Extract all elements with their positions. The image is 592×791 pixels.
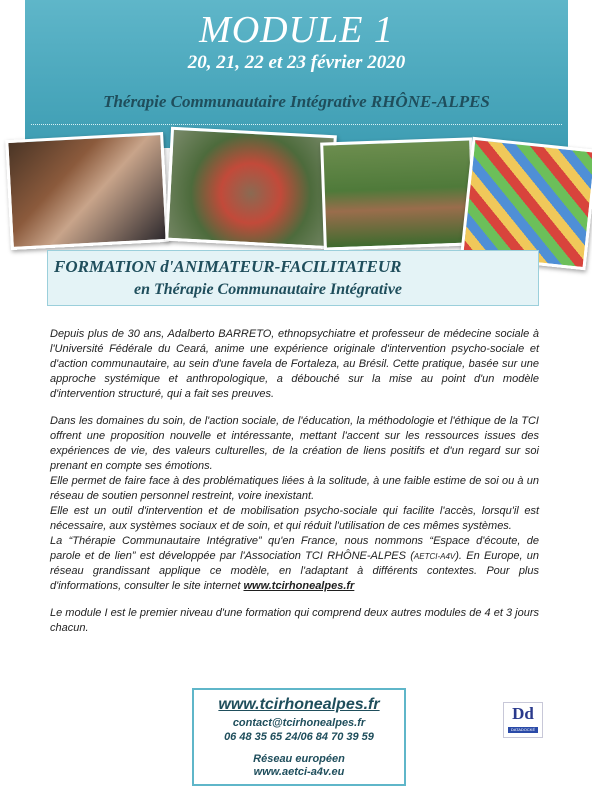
module-subtitle: Thérapie Communautaire Intégrative RHÔNE-ALPES	[103, 92, 490, 111]
contact-email[interactable]: contact@tcirhonealpes.fr	[232, 717, 366, 729]
contact-box	[192, 688, 406, 786]
datadock-logo	[503, 702, 543, 738]
module-title: MODULE 1	[199, 9, 394, 51]
formation-box	[47, 250, 539, 306]
photo-outdoor-gathering	[320, 137, 476, 250]
paragraph-intro: Depuis plus de 30 ans, Adalberto BARRETO, ethnopsychiatre et professeur de médecine sociale à l'Université Fédérale du Ceará, anime une expérience originale d'intervention psycho-sociale et d'action communautaire, au sein d'une favela de Fortaleza, au Brésil. Cette pratique, basée sur une approche systémique et anthropologique, a débouché sur la mise au point d'un modèle d'intervention structuré, qui a fait ses preuves.	[50, 328, 539, 400]
paragraph-association	[50, 534, 539, 594]
paragraph-domains: Dans les domaines du soin, de l'action sociale, de l'éducation, la méthodologie et l'éthique de la TCI offrent une proposition nouvelle et intéressante, mettant l'accent sur les ressources issues des expériences de vie, des valeurs culturelles, de la création de liens positifs et d'un regard sur soi prenant en compte ses émotions.	[50, 415, 539, 472]
formation-subtitle: en Thérapie Communautaire Intégrative	[134, 281, 403, 298]
dotted-divider	[31, 124, 562, 125]
network-label: Réseau européen	[253, 753, 345, 765]
network-website-link[interactable]: www.aetci-a4v.eu	[253, 766, 345, 778]
formation-title: FORMATION d'ANIMATEUR-FACILITATEUR	[54, 257, 402, 276]
photo-hands-circle	[165, 127, 337, 250]
photo-painted-faces	[5, 132, 169, 250]
paragraph-module: Le module I est le premier niveau d'une formation qui comprend deux autres modules de 4 et 3 jours chacun.	[50, 607, 539, 634]
contact-phone: 06 48 35 65 24/06 84 70 39 59	[224, 731, 374, 743]
paragraph-tool: Elle est un outil d'intervention et de mobilisation psycho-sociale qui facilite l'accès, lorsqu'il est nécessaire, aux systèmes sociaux et de soin, et qui réduit l'utilisation de ces mêmes systèmes.	[50, 505, 539, 532]
header-banner	[25, 0, 568, 148]
body-text	[50, 327, 539, 636]
association-text-mid: ). En Europe, un réseau grandissant applique ce modèle, en l'adaptant à différents contextes. Pour plus d'informations, consulter le site internet	[50, 550, 539, 592]
association-text-start: La “Thérapie Communautaire Intégrative” qu'en France, nous nommons “Espace d'écoute, de parole et de lien” est développée par l'Association TCI RHÔNE-ALPES (	[50, 535, 539, 562]
association-abbr: AETCI-A4V	[413, 552, 456, 561]
paragraph-problems: Elle permet de faire face à des problématiques liées à la solitude, à une faible estime de soi ou à un réseau de soutien personnel restreint, voire inexistant.	[50, 475, 539, 502]
contact-website-link[interactable]: www.tcirhonealpes.fr	[218, 696, 380, 713]
website-link[interactable]: www.tcirhonealpes.fr	[243, 580, 355, 592]
datadock-mark: Dd	[512, 704, 534, 723]
datadock-label: DATADOCKÉ	[508, 727, 538, 733]
module-dates: 20, 21, 22 et 23 février 2020	[187, 52, 406, 73]
